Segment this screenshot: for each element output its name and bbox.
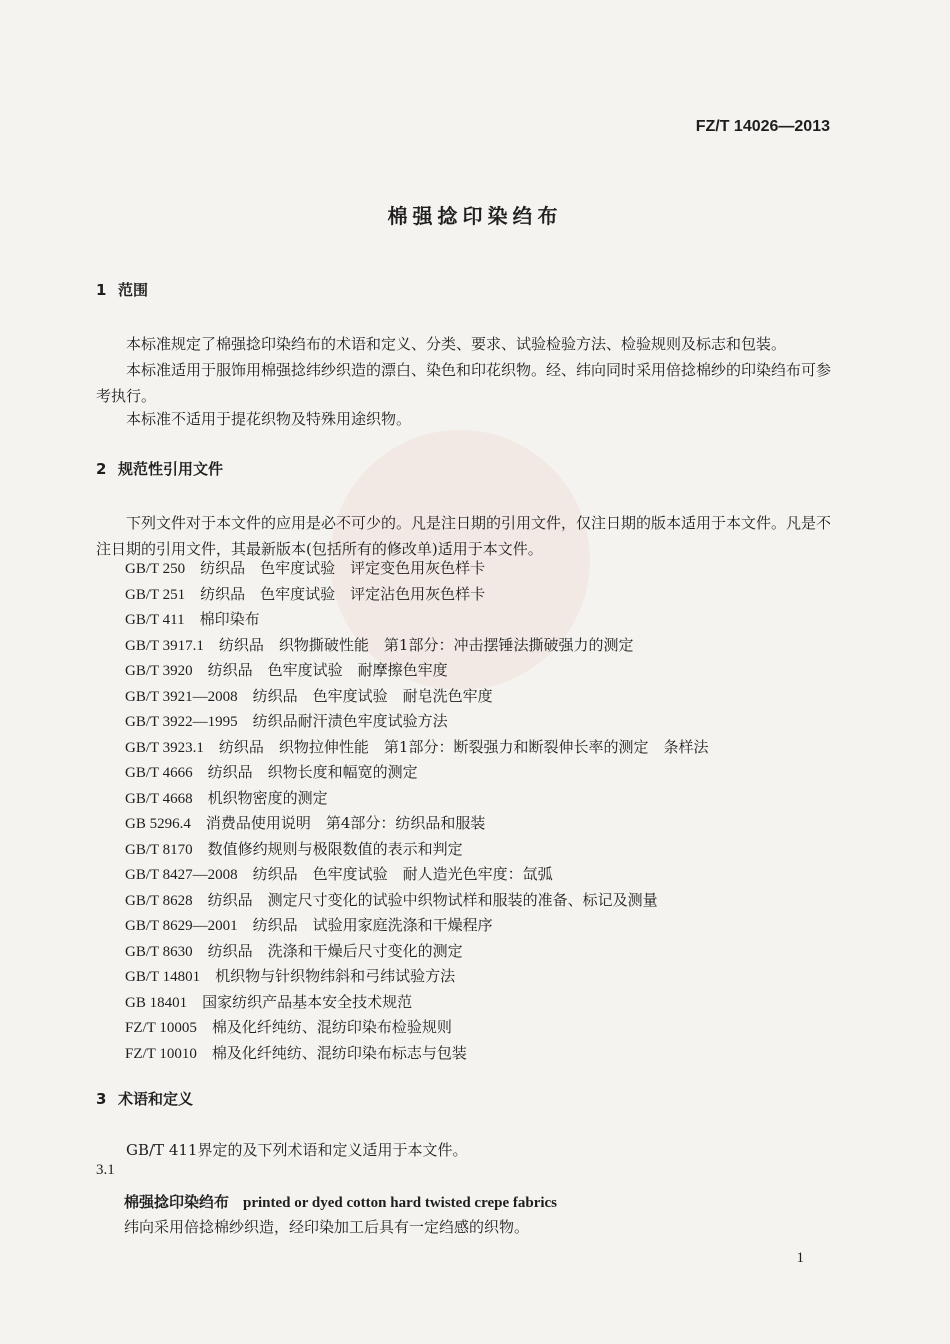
normative-intro: 下列文件对于本文件的应用是必不可少的。凡是注日期的引用文件，仅注日期的版本适用于本文件。凡是不注日期的引用文件，其最新版本(包括所有的修改单)适用于本文件。 [96,514,832,558]
reference-title: 纺织品耐汗渍色牢度试验方法 [252,712,448,730]
reference-code: GB/T 14801 [125,969,201,985]
reference-item [125,684,708,710]
reference-item [125,1015,708,1041]
reference-title: 纺织品 色牢度试验 评定变色用灰色样卡 [200,559,486,577]
reference-code: GB/T 8629—2001 [125,918,238,934]
document-title: 棉强捻印染绉布 [387,204,563,228]
reference-item [125,990,708,1016]
reference-item [125,760,708,786]
section-number: 1 [96,281,107,299]
reference-title: 棉及化纤纯纺、混纺印染布检验规则 [211,1018,452,1036]
term-definition: 纬向采用倍捻棉纱织造，经印染加工后具有一定绉感的织物。 [124,1218,530,1236]
section-number: 3 [96,1090,107,1108]
reference-title: 纺织品 织物拉伸性能 第1部分：断裂强力和断裂伸长率的测定 条样法 [218,737,709,756]
reference-code: GB/T 4668 [125,790,193,807]
reference-code: GB 18401 [125,994,188,1011]
terms-intro: GB/T 411界定的及下列术语和定义适用于本文件。 [126,1141,468,1159]
reference-item [125,709,708,735]
reference-code: GB/T 3923.1 [125,739,204,756]
reference-item [125,582,708,608]
reference-title: 纺织品 织物撕破性能 第1部分：冲击摆锤法撕破强力的测定 [218,635,634,654]
page-number: 1 [796,1250,804,1266]
reference-code: GB/T 8628 [125,892,193,909]
reference-title: 棉印染布 [199,610,260,628]
reference-code: GB/T 8630 [125,943,193,960]
reference-item [125,811,708,837]
standard-number: FZ/T 14026—2013 [695,118,830,135]
section-heading-terms [96,1088,193,1109]
reference-title: 棉及化纤纯纺、混纺印染布标志与包装 [211,1043,467,1062]
section-heading-scope [96,279,148,300]
reference-code: GB/T 8427—2008 [125,867,238,883]
section-title: 规范性引用文件 [118,460,224,478]
scope-paragraph-2: 本标准适用于服饰用棉强捻纬纱织造的漂白、染色和印花织物。经、纬向同时采用倍捻棉纱的印染绉布可参考执行。 [96,361,832,405]
reference-code: GB/T 3920 [125,663,193,679]
reference-title: 机织物密度的测定 [207,788,328,807]
reference-item [125,888,708,914]
scope-paragraph-3: 本标准不适用于提花织物及特殊用途织物。 [126,410,412,428]
reference-item [125,633,708,659]
term-item-number: 3.1 [96,1162,115,1178]
reference-title: 纺织品 色牢度试验 耐摩擦色牢度 [207,661,448,679]
reference-code: GB/T 251 [125,586,186,603]
reference-code: GB/T 3922—1995 [125,714,238,730]
reference-item [125,964,708,990]
scope-paragraph-1: 本标准规定了棉强捻印染绉布的术语和定义、分类、要求、试验检验方法、检验规则及标志和包装。 [126,335,787,353]
reference-title: 纺织品 织物长度和幅宽的测定 [207,763,418,781]
reference-item [125,658,708,684]
reference-code: FZ/T 10010 [125,1045,197,1062]
reference-title: 纺织品 色牢度试验 耐皂洗色牢度 [252,686,493,705]
reference-item [125,556,708,582]
reference-title: 纺织品 试验用家庭洗涤和干燥程序 [252,916,493,934]
reference-code: FZ/T 10005 [125,1020,197,1036]
reference-item [125,939,708,965]
section-title: 范围 [118,281,149,299]
reference-item [125,837,708,863]
reference-code: GB/T 3921—2008 [125,688,238,705]
reference-code: GB/T 3917.1 [125,637,204,654]
reference-item [125,913,708,939]
reference-code: GB/T 4666 [125,765,193,781]
reference-title: 数值修约规则与极限数值的表示和判定 [207,839,463,858]
section-title: 术语和定义 [118,1090,194,1108]
reference-title: 纺织品 测定尺寸变化的试验中织物试样和服装的准备、标记及测量 [207,890,658,909]
reference-code: GB/T 411 [125,612,185,628]
reference-list [125,556,708,1066]
term-chinese: 棉强捻印染绉布 [124,1193,230,1211]
reference-title: 纺织品 色牢度试验 评定沾色用灰色样卡 [200,584,486,603]
reference-item [125,735,708,761]
term-english: printed or dyed cotton hard twisted crepe fabrics [243,1195,558,1211]
reference-title: 国家纺织产品基本安全技术规范 [202,992,413,1011]
reference-item [125,862,708,888]
reference-code: GB 5296.4 [125,816,191,832]
reference-code: GB/T 250 [125,561,186,577]
reference-item [125,786,708,812]
reference-code: GB/T 8170 [125,841,193,858]
reference-item [125,607,708,633]
reference-item [125,1041,708,1067]
section-heading-normative [96,458,223,479]
reference-title: 纺织品 色牢度试验 耐人造光色牢度：氙弧 [252,865,553,883]
reference-title: 纺织品 洗涤和干燥后尺寸变化的测定 [207,941,463,960]
section-number: 2 [96,460,107,478]
term-entry [124,1191,557,1212]
reference-title: 消费品使用说明 第4部分：纺织品和服装 [205,814,486,832]
reference-title: 机织物与针织物纬斜和弓纬试验方法 [215,967,456,985]
